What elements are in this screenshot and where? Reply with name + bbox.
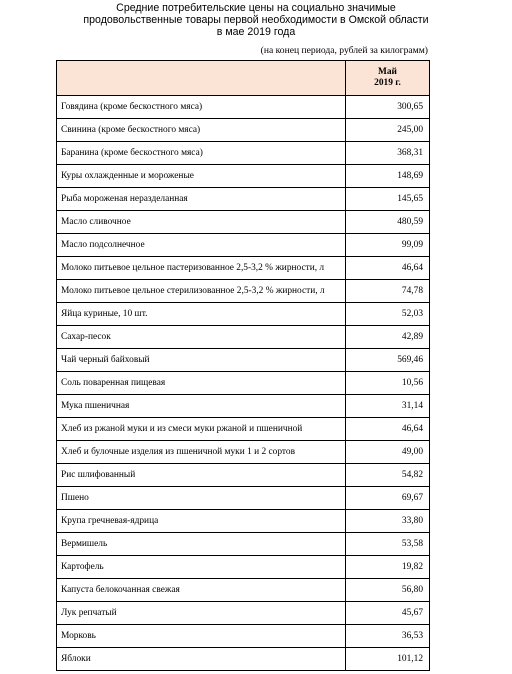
title-line-2: продовольственные товары первой необходимости в Омской области xyxy=(83,14,429,26)
table-row xyxy=(57,487,430,510)
table-row xyxy=(57,533,430,556)
price-cell: 569,46 xyxy=(346,349,430,372)
table-row xyxy=(57,625,430,648)
price-cell: 300,65 xyxy=(346,96,430,119)
product-name-cell: Яблоки xyxy=(57,648,346,671)
price-cell: 31,14 xyxy=(346,395,430,418)
table-row xyxy=(57,510,430,533)
price-cell: 42,89 xyxy=(346,326,430,349)
table-header-row xyxy=(57,61,430,96)
header-name-cell xyxy=(57,61,346,96)
product-name-cell: Мука пшеничная xyxy=(57,395,346,418)
table-row xyxy=(57,142,430,165)
price-cell: 53,58 xyxy=(346,533,430,556)
product-name-cell: Молоко питьевое цельное пастеризованное 2,5-3,2 % жирности, л xyxy=(57,257,346,280)
product-name-cell: Хлеб и булочные изделия из пшеничной муки 1 и 2 сортов xyxy=(57,441,346,464)
header-period-cell xyxy=(346,61,430,96)
product-name-cell: Свинина (кроме бескостного мяса) xyxy=(57,119,346,142)
price-cell: 245,00 xyxy=(346,119,430,142)
product-name-cell: Пшено xyxy=(57,487,346,510)
product-name-cell: Морковь xyxy=(57,625,346,648)
price-cell: 33,80 xyxy=(346,510,430,533)
table-row xyxy=(57,165,430,188)
table-row xyxy=(57,349,430,372)
price-cell: 19,82 xyxy=(346,556,430,579)
product-name-cell: Сахар-песок xyxy=(57,326,346,349)
price-cell: 145,65 xyxy=(346,188,430,211)
unit-note: (на конец периода, рублей за килограмм) xyxy=(260,45,428,56)
product-name-cell: Яйца куриные, 10 шт. xyxy=(57,303,346,326)
product-name-cell: Говядина (кроме бескостного мяса) xyxy=(57,96,346,119)
header-month: Май xyxy=(378,67,397,77)
document-title xyxy=(0,2,512,38)
title-line-1: Средние потребительские цены на социально значимые xyxy=(116,2,396,14)
table-row xyxy=(57,602,430,625)
price-cell: 56,80 xyxy=(346,579,430,602)
product-name-cell: Вермишель xyxy=(57,533,346,556)
price-cell: 480,59 xyxy=(346,211,430,234)
table-row xyxy=(57,579,430,602)
product-name-cell: Чай черный байховый xyxy=(57,349,346,372)
price-cell: 46,64 xyxy=(346,257,430,280)
table-row xyxy=(57,96,430,119)
table-row xyxy=(57,418,430,441)
product-name-cell: Картофель xyxy=(57,556,346,579)
table-row xyxy=(57,211,430,234)
product-name-cell: Масло сливочное xyxy=(57,211,346,234)
price-cell: 99,09 xyxy=(346,234,430,257)
price-cell: 69,67 xyxy=(346,487,430,510)
table-row xyxy=(57,464,430,487)
price-cell: 101,12 xyxy=(346,648,430,671)
product-name-cell: Крупа гречневая-ядрица xyxy=(57,510,346,533)
product-name-cell: Масло подсолнечное xyxy=(57,234,346,257)
table-row xyxy=(57,441,430,464)
price-cell: 46,64 xyxy=(346,418,430,441)
product-name-cell: Рыба мороженая неразделанная xyxy=(57,188,346,211)
price-cell: 36,53 xyxy=(346,625,430,648)
product-name-cell: Лук репчатый xyxy=(57,602,346,625)
price-cell: 52,03 xyxy=(346,303,430,326)
table-row xyxy=(57,395,430,418)
product-name-cell: Капуста белокочанная свежая xyxy=(57,579,346,602)
price-cell: 45,67 xyxy=(346,602,430,625)
table-row xyxy=(57,648,430,671)
price-cell: 74,78 xyxy=(346,280,430,303)
product-name-cell: Хлеб из ржаной муки и из смеси муки ржаной и пшеничной xyxy=(57,418,346,441)
price-cell: 148,69 xyxy=(346,165,430,188)
table-row xyxy=(57,326,430,349)
price-cell: 10,56 xyxy=(346,372,430,395)
product-name-cell: Куры охлажденные и мороженые xyxy=(57,165,346,188)
table-row xyxy=(57,372,430,395)
table-row xyxy=(57,556,430,579)
product-name-cell: Соль поваренная пищевая xyxy=(57,372,346,395)
table-row xyxy=(57,119,430,142)
table-row xyxy=(57,188,430,211)
product-name-cell: Молоко питьевое цельное стерилизованное 2,5-3,2 % жирности, л xyxy=(57,280,346,303)
price-cell: 368,31 xyxy=(346,142,430,165)
product-name-cell: Баранина (кроме бескостного мяса) xyxy=(57,142,346,165)
table-row xyxy=(57,257,430,280)
price-cell: 54,82 xyxy=(346,464,430,487)
title-line-3: в мае 2019 года xyxy=(216,26,296,38)
header-year: 2019 г. xyxy=(374,78,401,88)
table-row xyxy=(57,280,430,303)
price-cell: 49,00 xyxy=(346,441,430,464)
table-row xyxy=(57,234,430,257)
table-row xyxy=(57,303,430,326)
product-name-cell: Рис шлифованный xyxy=(57,464,346,487)
price-table xyxy=(56,60,430,671)
